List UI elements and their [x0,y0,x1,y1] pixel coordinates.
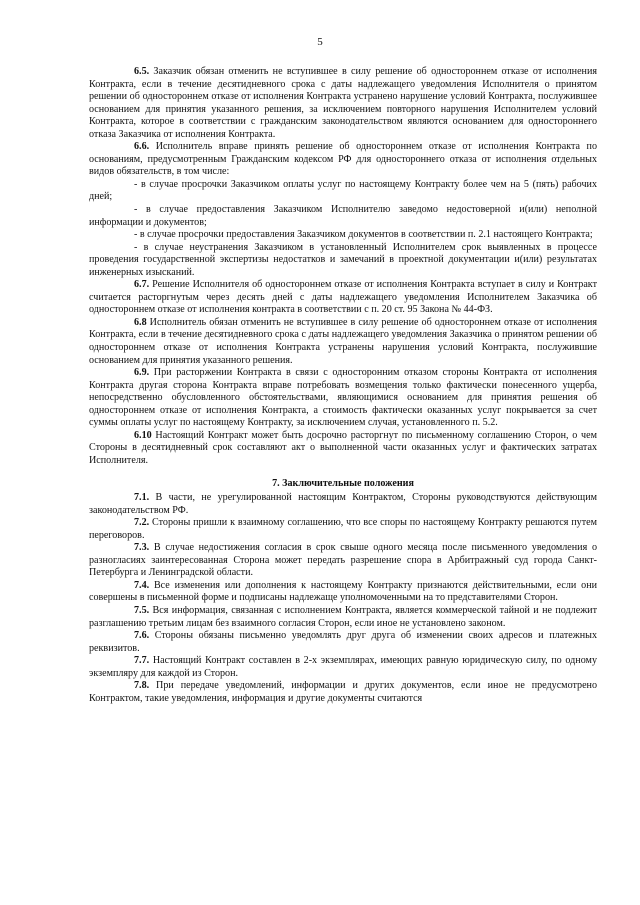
paragraph-7-5 [89,605,597,630]
clause-text: Исполнитель обязан отменить не вступившее в силу решение об одностороннем отказе от исполнения Контракта, если в течение десятидневного срока с даты надлежащего уведомления Заказчика о принятом решении об одностороннем отказе от исполнения Контракта устранены нарушения условий Контракта, послужившие основанием для принятия указанного решения. [89,316,597,366]
clause-text: В случае недостижения согласия в срок свыше одного месяца после письменного уведомления о разногласиях заинтересованная Сторона может передать разрешение спора в Арбитражный суд города Санкт-Петербурга и Ленинградской области. [89,542,597,579]
section-heading: 7. Заключительные положения [272,477,414,489]
clause-number: 6.6. [134,141,150,153]
paragraph-7-7 [89,655,597,680]
page-number: 5 [317,36,323,48]
clause-number: 6.8 [134,316,147,328]
clause-number: 7.8. [134,680,150,692]
paragraph-7-1 [89,492,597,517]
paragraph-6-5 [89,66,597,141]
clause-number: 7.1. [134,492,150,504]
clause-number: 7.6. [134,630,150,642]
clause-text: Стороны обязаны письменно уведомлять друг друга об изменении своих адресов и платежных реквизитов. [89,630,597,654]
list-item [89,242,597,280]
clause-number: 6.9. [134,367,150,379]
list-item [89,204,597,229]
clause-text: В части, не урегулированной настоящим Контрактом, Стороны руководствуются действующим законодательством РФ. [89,492,597,516]
list-item [89,179,597,204]
paragraph-6-7 [89,279,597,317]
clause-number: 6.10 [134,429,152,441]
clause-text: При расторжении Контракта в связи с односторонним отказом стороны Контракта от исполнения Контракта другая сторона Контракта вправе потребовать возмещения только фактически понесенного ущерба, непосредственно обусловленного обстоятельствами, являющимися основанием для принятия решения об одностороннем отказе от исполнения Контракта, а стоимость фактически оказанных услуг покрывается за счет суммы оплаты услуг по настоящему Контракту, за исключением случая, установленного п. 5.2. [89,367,597,429]
clause-text: При передаче уведомлений, информации и других документов, если иное не предусмотрено Контрактом, такие уведомления, информация и другие документы считаются [89,680,597,704]
list-item-text: - в случае просрочки Заказчиком оплаты услуг по настоящему Контракту более чем на 5 (пять) рабочих дней; [89,178,597,203]
clause-text: Все изменения или дополнения к настоящему Контракту признаются действительными, если они совершены в письменной форме и подписаны надлежаще уполномоченными на то представителями Сторон. [89,579,597,604]
list-item-text: - в случае просрочки предоставления Заказчиком документов в соответствии п. 2.1 настоящего Контракта; [134,229,593,241]
clause-number: 6.5. [134,66,150,77]
paragraph-6-9 [89,367,597,430]
clause-number: 7.4. [134,579,150,591]
paragraph-7-4 [89,580,597,605]
clause-text: Вся информация, связанная с исполнением Контракта, является коммерческой тайной и не подлежит разглашению третьим лицам без взаимного согласия Сторон, если иное не установлено законом. [89,604,597,629]
clause-number: 7.7. [134,655,150,667]
list-item-text: - в случае неустранения Заказчиком в установленный Исполнителем срок выявленных в процессе проведения государственной экспертизы недостатков и замечаний в проектной документации и(или) результатах инженерных изысканий. [89,241,597,278]
clause-number: 7.3. [134,542,150,554]
paragraph-7-2 [89,517,597,542]
paragraph-6-8 [89,317,597,367]
clause-number: 7.5. [134,604,150,616]
paragraph-7-8 [89,680,597,705]
paragraph-6-10 [89,430,597,468]
clause-text: Заказчик обязан отменить не вступившее в силу решение об одностороннем отказе от исполнения Контракта, если в течение десятидневного срока с даты надлежащего уведомления Исполнителя о принятом решении об одностороннем отказе от исполнения Контракта устранено нарушение условий Контракта, послужившее основанием для принятия указанного решения, за исключением повторного нарушения Исполнителем условий Контракта, которое в соответствии с гражданским законодательством являются основанием для одностороннего отказа Заказчика от исполнения Контракта. [89,66,597,140]
clause-text: Настоящий Контракт может быть досрочно расторгнут по письменному соглашению Сторон, о чем Стороны в десятидневный срок составляют акт о выполненной части оказанных услуг и фактических затратах Исполнителя. [89,429,597,466]
paragraph-6-6 [89,141,597,179]
clause-text: Решение Исполнителя об одностороннем отказе от исполнения Контракта вступает в силу и Контракт считается расторгнутым через десять дней с даты надлежащего уведомления Исполнителем Заказчика об одностороннем отказе от исполнения контракта в соответствии с п. 20 ст. 95 Закона № 44-ФЗ. [89,279,597,316]
clause-text: Настоящий Контракт составлен в 2-х экземплярах, имеющих равную юридическую силу, по одному экземпляру для каждой из Сторон. [89,655,597,679]
page-content [89,66,597,705]
paragraph-7-3 [89,542,597,580]
clause-number: 7.2. [134,517,150,529]
clause-number: 6.7. [134,279,150,291]
paragraph-7-6 [89,630,597,655]
clause-text: Исполнитель вправе принять решение об одностороннем отказе от исполнения Контракта по основаниям, предусмотренным Гражданским кодексом РФ для одностороннего отказа от исполнения отдельных видов обязательств, в том числе: [89,141,597,178]
clause-text: Стороны пришли к взаимному соглашению, что все споры по настоящему Контракту решаются путем переговоров. [89,517,597,541]
list-item-text: - в случае предоставления Заказчиком Исполнителю заведомо недостоверной и(или) неполной информации и документов; [89,204,597,228]
list-item [89,229,597,242]
